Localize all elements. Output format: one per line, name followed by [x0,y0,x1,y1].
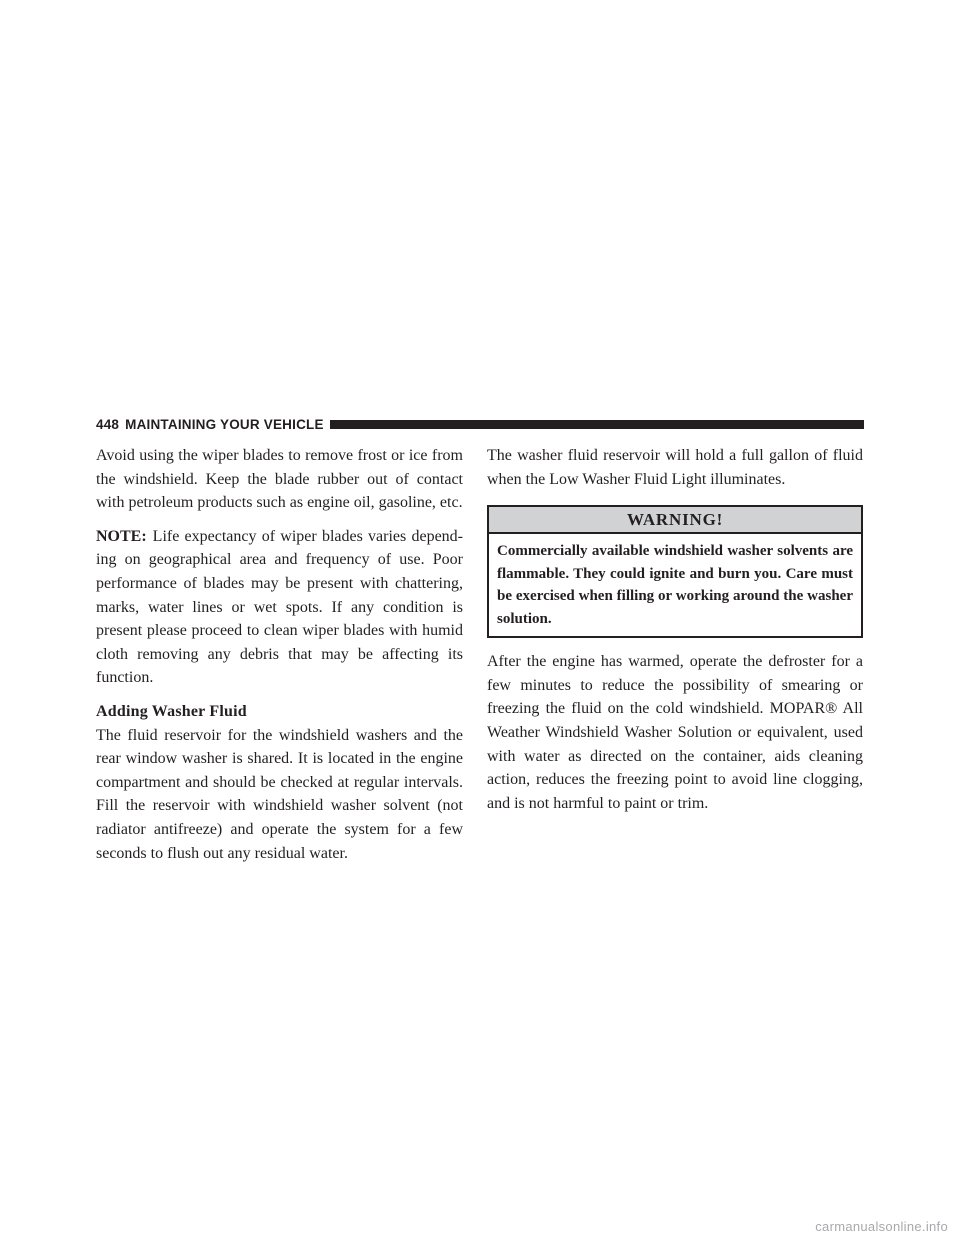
warning-title: WARNING! [489,507,861,534]
left-column [96,444,463,875]
note-text: Life expectancy of wiper blades varies depend-ing on geographical area and frequency of use. Poor performance of blades may be present with chattering, marks, water lines or wet spots. If any condition is present please proceed to clean wiper blades with humid cloth removing any debris that may be affecting its function. [96,527,463,687]
wiper-frost-paragraph: Avoid using the wiper blades to remove frost or ice from the windshield. Keep the blade rubber out of contact with petroleum products such as engine oil, gasoline, etc. [96,447,463,512]
fluid-reservoir-paragraph: The fluid reservoir for the windshield washers and the rear window washer is shared. It is located in the engine compartment and should be checked at regular intervals. Fill the reservoir with windshield washer solvent (not radiator antifreeze) and operate the system for a few seconds to flush out any residual water. [96,726,463,862]
defroster-paragraph: After the engine has warmed, operate the defroster for a few minutes to reduce the possibility of smearing or freezing the fluid on the cold windshield. MOPAR® All Weather Windshield Washer Solution or equivalent, used with water as directed on the container, aids cleaning action, reduces the freezing point to avoid line clogging, and is not harmful to paint or trim. [487,653,863,812]
warning-box [487,505,863,638]
note-paragraph [96,525,463,690]
header-rule [330,420,864,429]
right-column [487,444,863,825]
note-label: NOTE: [96,527,147,545]
page-number: 448 [96,416,120,432]
section-title: MAINTAINING YOUR VEHICLE [125,416,324,432]
page-header [96,415,864,433]
warning-text: Commercially available windshield washer solvents are flammable. They could ignite and burn you. Care must be exercised when filling or working around the washer solution. [497,543,853,627]
watermark: carmanualsonline.info [815,1219,948,1234]
reservoir-capacity-paragraph: The washer fluid reservoir will hold a full gallon of fluid when the Low Washer Fluid Light illuminates. [487,447,863,488]
adding-washer-fluid-heading: Adding Washer Fluid [96,702,247,720]
